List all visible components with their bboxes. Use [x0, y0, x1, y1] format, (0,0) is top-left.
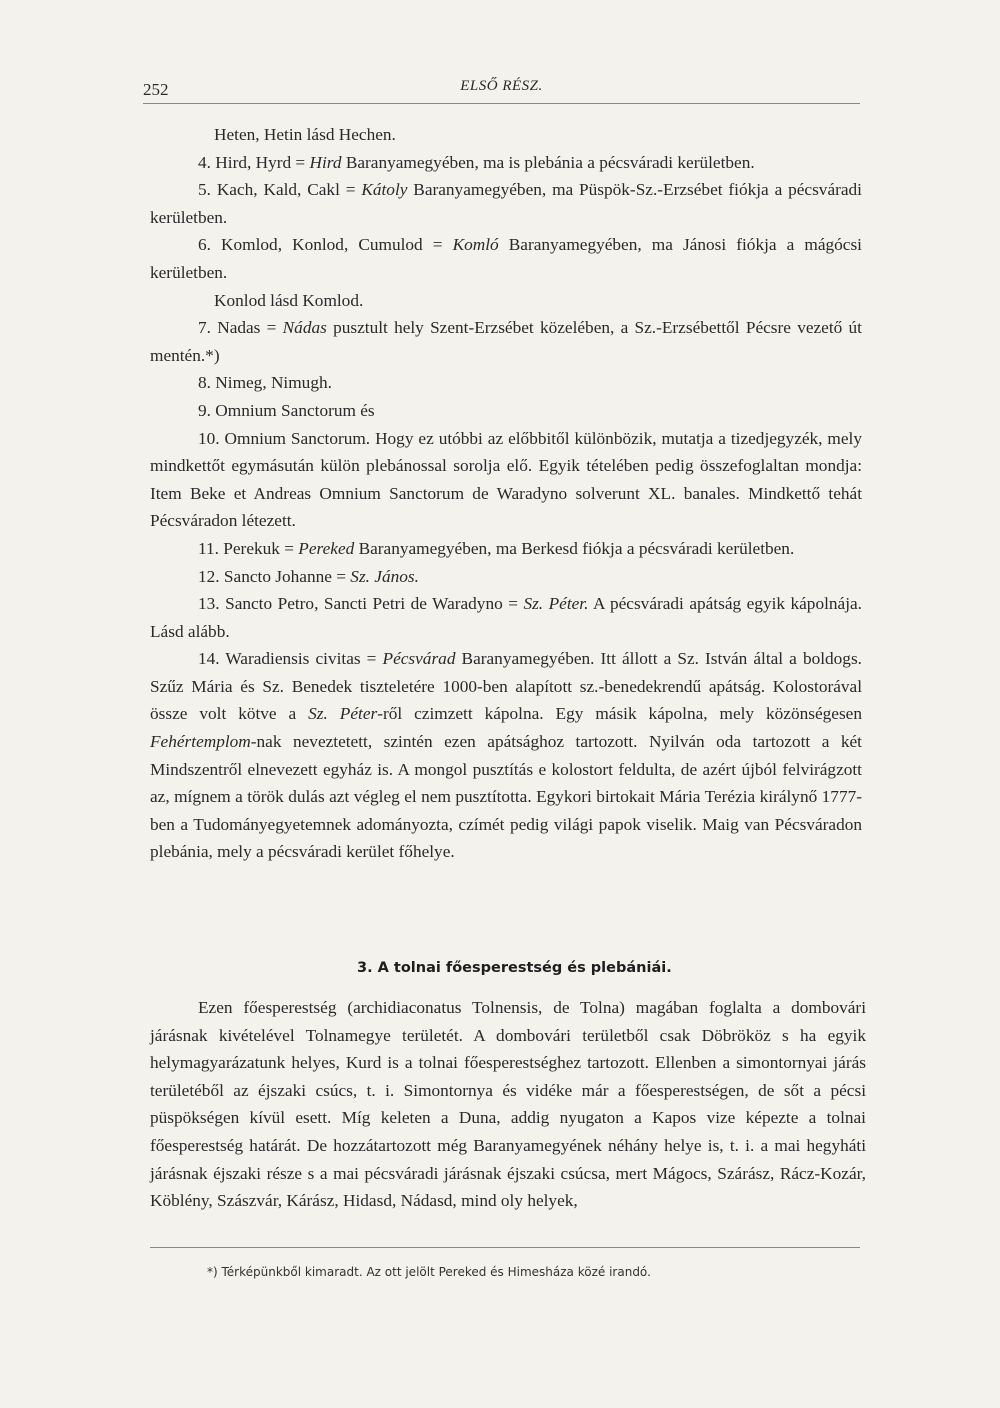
entry-5: 5. Kach, Kald, Cakl = Kátoly Baranyamegyében, ma Püspök-Sz.-Erzsébet fiókja a pécsváradi kerületben. — [150, 180, 862, 227]
entry-8: 8. Nimeg, Nimugh. — [198, 373, 332, 393]
footnote: *) Térképünkből kimaradt. Az ott jelölt Pereked és Himesháza közé irandó. — [207, 1265, 651, 1279]
page-number: 252 — [143, 80, 169, 99]
header-rule — [143, 103, 860, 104]
section-paragraph: Ezen főesperestség (archidiaconatus Tolnensis, de Tolna) magában foglalta a dombovári járásnak kivételével Tolnamegye területét. A dombovári területből csak Döbrököz s ha egyik helymagyarázatunk helyes, Kurd is a tolnai főesperestséghez tartozott. Ellenben a simontornyai járás területéből az éjszaki csúcs, t. i. Simontornya és vidéke már a főesperestségen, de sőt a pécsi püspökségen kívül esett. Míg keleten a Duna, addig nyugaton a Kapos vize képezte a tolnai főesperestség határát. De hozzátartozott még Baranyamegyének néhány helye is, t. i. a mai hegyháti járásnak éjszaki része s a mai pécsváradi járásnak éjszaki csúcsa, mert Mágocs, Szárász, Rácz-Kozár, Köblény, Szászvár, Kárász, Hidasd, Nádasd, mind oly helyek, — [150, 998, 866, 1211]
entry-13: 13. Sancto Petro, Sancti Petri de Waradyno = Sz. Péter. A pécsváradi apátság egyik kápolnája. Lásd alább. — [150, 594, 862, 641]
entry-konlod: Konlod lásd Komlod. — [214, 290, 364, 310]
entry-4: 4. Hird, Hyrd = Hird Baranyamegyében, ma is plebánia a pécsváradi kerületben. — [198, 152, 755, 172]
entry-heten: Heten, Hetin lásd Hechen. — [214, 125, 396, 144]
page-header — [143, 74, 860, 104]
entry-12: 12. Sancto Johanne = Sz. János. — [198, 566, 419, 586]
section-heading: 3. A tolnai főesperestség és plebániái. — [357, 960, 672, 976]
running-title: ELSŐ RÉSZ. — [460, 78, 543, 94]
entry-14: 14. Waradiensis civitas = Pécsvárad Baranyamegyében. Itt állott a Sz. István által a boldogs. Szűz Mária és Sz. Benedek tiszteletére 1000-ben alapított sz.-benedekrendű apátság. Kolostorával össze volt kötve a Sz. Péter-ről czimzett kápolna. Egy másik kápolna, mely közönségesen Fehértemplom-nak neveztetett, szintén ezen apátsághoz tartozott. Nyilván oda tartozott a két Mindszentről elnevezett egyház is. A mongol pusztítás e kolostort feldulta, de azért újból felvirágzott az, mígnem a török dulás azt végleg el nem pusztította. Egykori birtokait Mária Terézia királynő 1777-ben a Tudományegyetemnek adományozta, czímét pedig világi papok viselik. Maig van Pécsváradon plebánia, mely a pécsváradi kerület főhelye. — [150, 649, 862, 862]
entry-9: 9. Omnium Sanctorum és — [198, 400, 375, 420]
footnote-rule — [150, 1247, 860, 1248]
entry-11: 11. Perekuk = Pereked Baranyamegyében, ma Berkesd fiókja a pécsváradi kerületben. — [198, 538, 795, 558]
entry-6: 6. Komlod, Konlod, Cumulod = Komló Baranyamegyében, ma Jánosi fiókja a mágócsi kerületben. — [150, 235, 862, 282]
entry-10: 10. Omnium Sanctorum. Hogy ez utóbbi az előbbitől különbözik, mutatja a tizedjegyzék, mely mindkettőt egymásután külön plebánossal sorolja elő. Egyik tételében pedig összefoglaltan mondja: Item Beke et Andreas Omnium Sanctorum de Waradyno solverunt XL. banales. Mindkettő tehát Pécsváradon létezett. — [150, 428, 862, 531]
section-body — [150, 994, 866, 1215]
entry-7: 7. Nadas = Nádas pusztult hely Szent-Erzsébet közelében, a Sz.-Erzsébettől Pécsre vezető út mentén.*) — [150, 318, 862, 365]
entry-list — [150, 121, 862, 866]
